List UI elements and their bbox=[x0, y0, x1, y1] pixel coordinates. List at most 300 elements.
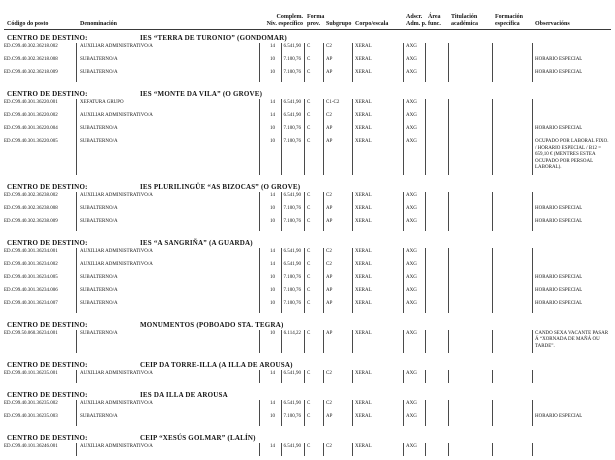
column-header-adscr-line1: Adscr. bbox=[406, 14, 423, 20]
table-row bbox=[0, 400, 615, 413]
cell-corpo-escala: XERAL bbox=[355, 126, 372, 131]
column-divider bbox=[403, 205, 404, 218]
cell-nivel: 14 bbox=[270, 192, 275, 198]
centro-destino-name: IES “MONTE DA VILA” (O GROVE) bbox=[140, 90, 263, 98]
table-row bbox=[0, 125, 615, 138]
column-divider bbox=[352, 248, 353, 261]
cell-subgrupo: C1-C2 bbox=[326, 100, 340, 105]
cell-observacions: HORARIO ESPECIAL bbox=[535, 414, 583, 419]
column-divider bbox=[492, 125, 493, 138]
column-divider bbox=[532, 69, 533, 82]
column-divider bbox=[532, 99, 533, 112]
cell-complemento-especifico: 6.541,90 bbox=[283, 248, 301, 254]
cell-corpo-escala: XERAL bbox=[355, 444, 372, 449]
cell-forma-provision: C bbox=[307, 139, 311, 144]
cell-codigo: ED.C99.40.301.36220.004 bbox=[4, 126, 58, 131]
cell-nivel: 14 bbox=[270, 100, 275, 105]
cell-forma-provision: C bbox=[307, 57, 311, 62]
cell-nivel: 14 bbox=[270, 44, 275, 49]
column-divider bbox=[352, 112, 353, 125]
column-divider bbox=[448, 192, 449, 205]
cell-codigo: ED.C99.40.302.36218.002 bbox=[4, 44, 58, 49]
cell-forma-provision: C bbox=[307, 44, 311, 49]
cell-denominacion: SUBALTERNO/A bbox=[80, 414, 118, 419]
cell-complemento-especifico: 7.100,76 bbox=[283, 287, 301, 293]
cell-complemento-especifico: 6.541,90 bbox=[283, 100, 301, 105]
column-header-titulacion-line2: académica bbox=[451, 21, 478, 27]
column-divider bbox=[425, 192, 426, 205]
column-divider bbox=[425, 248, 426, 261]
column-header-observacions: Observacións bbox=[535, 21, 570, 27]
column-divider bbox=[304, 413, 305, 426]
cell-complemento-especifico: 6.541,90 bbox=[283, 192, 301, 198]
column-divider bbox=[403, 443, 404, 456]
column-divider bbox=[352, 330, 353, 354]
column-divider bbox=[403, 125, 404, 138]
cell-adscricion: AXG bbox=[406, 287, 417, 293]
column-divider bbox=[492, 287, 493, 300]
column-divider bbox=[304, 400, 305, 413]
cell-observacions: HORARIO ESPECIAL bbox=[535, 274, 583, 280]
cell-corpo-escala: XERAL bbox=[355, 300, 372, 306]
centro-destino-section bbox=[0, 179, 615, 235]
column-divider bbox=[352, 69, 353, 82]
column-divider bbox=[323, 218, 324, 231]
column-divider bbox=[323, 287, 324, 300]
cell-denominacion: AUXILIAR ADMINISTRATIVO/A bbox=[80, 44, 153, 49]
column-header-formacion-line2: específica bbox=[495, 21, 520, 27]
column-header-forma-line1: Forma bbox=[307, 14, 325, 20]
cell-denominacion: SUBALTERNO/A bbox=[80, 218, 118, 224]
cell-codigo: ED.C99.40.302.36238.002 bbox=[4, 192, 58, 198]
column-divider bbox=[352, 138, 353, 175]
column-divider bbox=[323, 69, 324, 82]
cell-adscricion: AXG bbox=[406, 113, 417, 118]
cell-observacions: OCUPADO POR LABORAL FIXO. / HORARIO ESPECIAL / B12 = 659,10 € (MENTRES ESTEA OCUPADO POR PERSOAL LABORAL). bbox=[535, 139, 609, 170]
cell-observacions: HORARIO ESPECIAL bbox=[535, 287, 583, 293]
section-rows bbox=[0, 99, 615, 179]
column-divider bbox=[403, 413, 404, 426]
column-divider bbox=[323, 300, 324, 313]
column-divider bbox=[448, 330, 449, 354]
section-header bbox=[0, 179, 615, 192]
column-divider bbox=[403, 248, 404, 261]
column-divider bbox=[352, 261, 353, 274]
column-divider bbox=[492, 274, 493, 287]
cell-denominacion: AUXILIAR ADMINISTRATIVO/A bbox=[80, 401, 153, 406]
cell-complemento-especifico: 7.100,76 bbox=[283, 126, 301, 131]
column-divider bbox=[532, 330, 533, 354]
cell-adscricion: AXG bbox=[406, 248, 417, 254]
cell-subgrupo: AP bbox=[326, 57, 333, 62]
cell-subgrupo: AP bbox=[326, 300, 333, 306]
table-row bbox=[0, 112, 615, 125]
section-rows bbox=[0, 370, 615, 387]
cell-subgrupo: AP bbox=[326, 126, 333, 131]
column-divider bbox=[448, 125, 449, 138]
column-header-formacion bbox=[495, 14, 523, 28]
column-divider bbox=[352, 274, 353, 287]
cell-complemento-especifico: 7.100,76 bbox=[283, 274, 301, 280]
column-divider bbox=[492, 300, 493, 313]
cell-adscricion: AXG bbox=[406, 192, 417, 198]
cell-forma-provision: C bbox=[307, 205, 311, 211]
cell-complemento-especifico: 6.541,90 bbox=[283, 113, 301, 118]
cell-forma-provision: C bbox=[307, 113, 311, 118]
column-divider bbox=[425, 261, 426, 274]
column-divider bbox=[76, 443, 77, 456]
centro-destino-name: IES PLURILINGÜE “AS BIZOCAS” (O GROVE) bbox=[140, 182, 301, 191]
column-divider bbox=[323, 138, 324, 175]
column-divider bbox=[403, 330, 404, 354]
centro-destino-label: CENTRO DE DESTINO: bbox=[7, 434, 88, 442]
column-divider bbox=[323, 261, 324, 274]
cell-subgrupo: AP bbox=[326, 139, 333, 144]
cell-subgrupo: AP bbox=[326, 330, 333, 336]
cell-adscricion: AXG bbox=[406, 414, 417, 419]
centro-destino-label: CENTRO DE DESTINO: bbox=[7, 182, 88, 191]
column-divider bbox=[448, 370, 449, 383]
cell-denominacion: AUXILIAR ADMINISTRATIVO/A bbox=[80, 248, 153, 254]
cell-denominacion: AUXILIAR ADMINISTRATIVO/A bbox=[80, 113, 153, 118]
centro-destino-label: CENTRO DE DESTINO: bbox=[7, 391, 88, 399]
column-header-complem-line1: Complem. bbox=[276, 14, 303, 20]
column-divider bbox=[448, 443, 449, 456]
column-divider bbox=[532, 112, 533, 125]
column-divider bbox=[323, 99, 324, 112]
column-divider bbox=[76, 192, 77, 205]
column-divider bbox=[304, 248, 305, 261]
column-divider bbox=[448, 413, 449, 426]
column-divider bbox=[492, 261, 493, 274]
cell-codigo: ED.C99.40.302.36238.008 bbox=[4, 205, 58, 211]
column-divider bbox=[323, 43, 324, 56]
column-divider bbox=[425, 218, 426, 231]
cell-complemento-especifico: 7.100,76 bbox=[283, 218, 301, 224]
cell-forma-provision: C bbox=[307, 287, 311, 293]
cell-complemento-especifico: 6.541,90 bbox=[283, 261, 301, 267]
column-divider bbox=[492, 443, 493, 456]
column-divider bbox=[323, 248, 324, 261]
cell-nivel: 10 bbox=[270, 300, 275, 306]
column-divider bbox=[403, 192, 404, 205]
column-divider bbox=[352, 287, 353, 300]
table-row bbox=[0, 287, 615, 300]
cell-denominacion: SUBALTERNO/A bbox=[80, 70, 118, 75]
cell-denominacion: SUBALTERNO/A bbox=[80, 126, 118, 131]
cell-corpo-escala: XERAL bbox=[355, 57, 372, 62]
column-divider bbox=[352, 218, 353, 231]
column-divider bbox=[76, 125, 77, 138]
column-divider bbox=[304, 138, 305, 175]
cell-nivel: 14 bbox=[270, 261, 275, 267]
cell-adscricion: AXG bbox=[406, 330, 417, 336]
cell-forma-provision: C bbox=[307, 330, 311, 336]
section-rows bbox=[0, 443, 615, 460]
centro-destino-name: IES “TERRA DE TURONIO” (GONDOMAR) bbox=[140, 34, 287, 42]
column-divider bbox=[532, 205, 533, 218]
column-divider bbox=[532, 274, 533, 287]
column-divider bbox=[403, 43, 404, 56]
column-divider bbox=[76, 274, 77, 287]
column-header-adscr-line2: Adm. p. bbox=[406, 21, 427, 27]
cell-denominacion: SUBALTERNO/A bbox=[80, 330, 118, 336]
column-header-formacion-line1: Formación bbox=[495, 14, 523, 20]
column-divider bbox=[448, 300, 449, 313]
column-divider bbox=[304, 192, 305, 205]
column-header-area-line2: func. bbox=[428, 21, 441, 27]
cell-corpo-escala: XERAL bbox=[355, 414, 372, 419]
cell-nivel: 10 bbox=[270, 287, 275, 293]
cell-nivel: 10 bbox=[270, 70, 275, 75]
column-divider bbox=[425, 99, 426, 112]
cell-complemento-especifico: 7.100,76 bbox=[283, 57, 301, 62]
cell-corpo-escala: XERAL bbox=[355, 371, 372, 376]
column-divider bbox=[492, 205, 493, 218]
table-row bbox=[0, 274, 615, 287]
column-divider bbox=[352, 400, 353, 413]
column-header-codigo: Código do posto bbox=[7, 21, 49, 27]
column-divider bbox=[532, 43, 533, 56]
cell-forma-provision: C bbox=[307, 248, 311, 254]
cell-adscricion: AXG bbox=[406, 70, 417, 75]
cell-forma-provision: C bbox=[307, 444, 311, 449]
cell-corpo-escala: XERAL bbox=[355, 100, 372, 105]
column-divider bbox=[76, 138, 77, 175]
column-divider bbox=[403, 69, 404, 82]
column-divider bbox=[425, 443, 426, 456]
column-divider bbox=[352, 192, 353, 205]
column-divider bbox=[448, 261, 449, 274]
column-divider bbox=[304, 218, 305, 231]
cell-codigo: ED.C99.40.301.36234.005 bbox=[4, 274, 58, 280]
centro-destino-section bbox=[0, 317, 615, 358]
column-header-adscr bbox=[406, 14, 427, 28]
column-divider bbox=[323, 400, 324, 413]
table-row bbox=[0, 138, 615, 175]
cell-adscricion: AXG bbox=[406, 100, 417, 105]
cell-adscricion: AXG bbox=[406, 44, 417, 49]
cell-codigo: ED.C99.40.301.36235.003 bbox=[4, 414, 58, 419]
column-header-titulacion bbox=[451, 14, 478, 28]
column-divider bbox=[304, 112, 305, 125]
cell-nivel: 14 bbox=[270, 371, 275, 376]
column-divider bbox=[492, 400, 493, 413]
centro-destino-section bbox=[0, 30, 615, 86]
column-header-area-func bbox=[428, 14, 441, 28]
centro-destino-label: CENTRO DE DESTINO: bbox=[7, 34, 88, 42]
cell-complemento-especifico: 7.100,76 bbox=[283, 300, 301, 306]
column-header-denominacion: Denominación bbox=[80, 21, 118, 27]
cell-subgrupo: C2 bbox=[326, 248, 332, 254]
cell-codigo: ED.C99.50.060.36234.001 bbox=[4, 330, 58, 336]
cell-forma-provision: C bbox=[307, 261, 311, 267]
cell-corpo-escala: XERAL bbox=[355, 139, 372, 144]
centro-destino-section bbox=[0, 235, 615, 317]
cell-nivel: 10 bbox=[270, 205, 275, 211]
column-divider bbox=[352, 370, 353, 383]
cell-subgrupo: AP bbox=[326, 287, 333, 293]
column-header-subgrupo: Subgrupo bbox=[326, 21, 352, 27]
column-divider bbox=[323, 443, 324, 456]
cell-adscricion: AXG bbox=[406, 274, 417, 280]
column-divider bbox=[352, 125, 353, 138]
cell-nivel: 14 bbox=[270, 113, 275, 118]
cell-denominacion: XEFATURA GRUPO bbox=[80, 100, 124, 105]
column-divider bbox=[492, 413, 493, 426]
cell-observacions: HORARIO ESPECIAL bbox=[535, 126, 583, 131]
section-rows bbox=[0, 248, 615, 317]
centro-destino-label: CENTRO DE DESTINO: bbox=[7, 238, 88, 247]
column-divider bbox=[76, 205, 77, 218]
cell-nivel: 10 bbox=[270, 57, 275, 62]
cell-adscricion: AXG bbox=[406, 401, 417, 406]
cell-subgrupo: C2 bbox=[326, 444, 332, 449]
cell-complemento-especifico: 7.100,76 bbox=[283, 205, 301, 211]
column-divider bbox=[532, 192, 533, 205]
column-divider bbox=[304, 370, 305, 383]
column-divider bbox=[352, 205, 353, 218]
cell-forma-provision: C bbox=[307, 70, 311, 75]
cell-forma-provision: C bbox=[307, 100, 311, 105]
cell-denominacion: AUXILIAR ADMINISTRATIVO/A bbox=[80, 444, 153, 449]
section-header bbox=[0, 235, 615, 248]
table-row bbox=[0, 330, 615, 354]
column-divider bbox=[323, 56, 324, 69]
column-divider bbox=[76, 248, 77, 261]
cell-complemento-especifico: 7.100,76 bbox=[283, 70, 301, 75]
column-divider bbox=[76, 300, 77, 313]
cell-subgrupo: AP bbox=[326, 70, 333, 75]
column-divider bbox=[492, 56, 493, 69]
column-divider bbox=[492, 248, 493, 261]
column-divider bbox=[304, 443, 305, 456]
cell-observacions: HORARIO ESPECIAL bbox=[535, 57, 583, 62]
cell-codigo: ED.C99.40.101.36235.001 bbox=[4, 371, 58, 376]
table-row bbox=[0, 56, 615, 69]
column-divider bbox=[532, 370, 533, 383]
column-divider bbox=[448, 69, 449, 82]
column-divider bbox=[492, 218, 493, 231]
cell-corpo-escala: XERAL bbox=[355, 44, 372, 49]
column-header-niv-line2: Niv. específico bbox=[266, 21, 303, 27]
cell-denominacion: SUBALTERNO/A bbox=[80, 287, 118, 293]
table-row bbox=[0, 43, 615, 56]
column-divider bbox=[323, 370, 324, 383]
cell-denominacion: SUBALTERNO/A bbox=[80, 139, 118, 144]
cell-codigo: ED.C99.40.302.36218.009 bbox=[4, 70, 58, 75]
column-divider bbox=[76, 56, 77, 69]
column-divider bbox=[492, 192, 493, 205]
column-divider bbox=[323, 112, 324, 125]
column-divider bbox=[76, 218, 77, 231]
cell-forma-provision: C bbox=[307, 371, 311, 376]
table-row bbox=[0, 300, 615, 313]
column-divider bbox=[448, 56, 449, 69]
centro-destino-label: CENTRO DE DESTINO: bbox=[7, 361, 88, 369]
column-divider bbox=[425, 138, 426, 175]
column-divider bbox=[304, 300, 305, 313]
column-divider bbox=[425, 112, 426, 125]
cell-nivel: 14 bbox=[270, 248, 275, 254]
cell-nivel: 10 bbox=[270, 414, 275, 419]
cell-corpo-escala: XERAL bbox=[355, 218, 372, 224]
column-header-area-line1: Área bbox=[428, 14, 441, 20]
cell-nivel: 10 bbox=[270, 218, 275, 224]
column-divider bbox=[76, 43, 77, 56]
cell-forma-provision: C bbox=[307, 274, 311, 280]
cell-adscricion: AXG bbox=[406, 444, 417, 449]
cell-corpo-escala: XERAL bbox=[355, 261, 372, 267]
column-divider bbox=[425, 69, 426, 82]
cell-complemento-especifico: 6.541,90 bbox=[283, 371, 301, 376]
table-row bbox=[0, 192, 615, 205]
column-divider bbox=[448, 248, 449, 261]
column-divider bbox=[532, 248, 533, 261]
column-divider bbox=[425, 274, 426, 287]
column-divider bbox=[304, 125, 305, 138]
cell-corpo-escala: XERAL bbox=[355, 205, 372, 211]
cell-complemento-especifico: 7.100,76 bbox=[283, 414, 301, 419]
cell-adscricion: AXG bbox=[406, 57, 417, 62]
column-divider bbox=[76, 413, 77, 426]
table-row bbox=[0, 248, 615, 261]
column-divider bbox=[403, 400, 404, 413]
centro-destino-name: IES DA ILLA DE AROUSA bbox=[140, 391, 228, 399]
cell-forma-provision: C bbox=[307, 401, 311, 406]
column-divider bbox=[304, 274, 305, 287]
column-divider bbox=[76, 330, 77, 354]
column-divider bbox=[492, 330, 493, 354]
section-rows bbox=[0, 192, 615, 235]
cell-codigo: ED.C99.40.302.36238.009 bbox=[4, 218, 58, 224]
column-divider bbox=[304, 56, 305, 69]
column-divider bbox=[304, 261, 305, 274]
column-divider bbox=[448, 274, 449, 287]
section-header bbox=[0, 317, 615, 330]
column-divider bbox=[448, 205, 449, 218]
centro-destino-section bbox=[0, 387, 615, 430]
cell-adscricion: AXG bbox=[406, 218, 417, 224]
cell-nivel: 10 bbox=[270, 126, 275, 131]
cell-forma-provision: C bbox=[307, 192, 311, 198]
cell-corpo-escala: XERAL bbox=[355, 401, 372, 406]
column-divider bbox=[76, 99, 77, 112]
sections-container bbox=[0, 30, 615, 460]
column-divider bbox=[304, 43, 305, 56]
cell-corpo-escala: XERAL bbox=[355, 70, 372, 75]
column-divider bbox=[403, 287, 404, 300]
section-rows bbox=[0, 330, 615, 358]
cell-corpo-escala: XERAL bbox=[355, 330, 372, 336]
cell-observacions: CANDO SEXA VACANTE PASAR Á “XORNADA DE MAÑÁ OU TARDE”. bbox=[535, 330, 609, 349]
cell-codigo: ED.C99.40.301.36234.007 bbox=[4, 300, 58, 306]
cell-subgrupo: C2 bbox=[326, 261, 332, 267]
column-divider bbox=[403, 300, 404, 313]
cell-complemento-especifico: 6.541,90 bbox=[283, 444, 301, 449]
cell-denominacion: AUXILIAR ADMINISTRATIVO/A bbox=[80, 261, 153, 267]
column-divider bbox=[492, 138, 493, 175]
column-divider bbox=[532, 400, 533, 413]
column-divider bbox=[352, 43, 353, 56]
column-divider bbox=[492, 112, 493, 125]
cell-forma-provision: C bbox=[307, 126, 311, 131]
column-divider bbox=[76, 69, 77, 82]
section-header bbox=[0, 30, 615, 43]
column-divider bbox=[76, 287, 77, 300]
cell-denominacion: AUXILIAR ADMINISTRATIVO/A bbox=[80, 371, 153, 376]
centro-destino-label: CENTRO DE DESTINO: bbox=[7, 90, 88, 98]
